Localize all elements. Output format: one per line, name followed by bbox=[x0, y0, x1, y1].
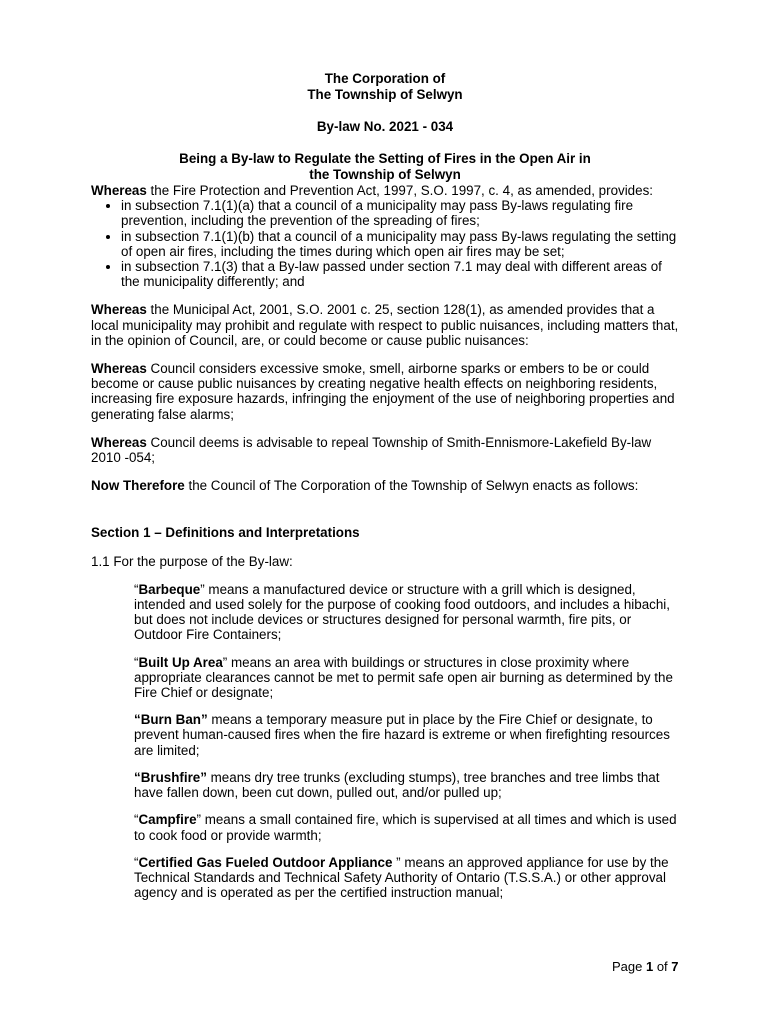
whereas-paragraph-4 bbox=[91, 435, 681, 465]
corporation-line-1: The Corporation of bbox=[324, 71, 446, 86]
page-word: Page bbox=[612, 959, 646, 974]
whereas-text: the Municipal Act, 2001, S.O. 2001 c. 25, section 128(1), as amended provides that a local municipality may prohibit and regulate with respect to public nuisances, including matters that, in the opinion of Council, are, or could become or cause public nuisances: bbox=[91, 302, 679, 348]
definition-brushfire bbox=[134, 770, 681, 800]
whereas-lead: Whereas bbox=[91, 302, 147, 318]
section-intro: 1.1 For the purpose of the By-law: bbox=[91, 553, 293, 569]
page-number bbox=[612, 959, 679, 974]
definition-open-quote: “ bbox=[134, 581, 139, 597]
whereas-text: Council considers excessive smoke, smell, airborne sparks or embers to be or could become or cause public nuisances by creating negative health effects on neighboring residents, increasing fire exposure hazards, infringing the enjoyment of the use of neighboring properties and generating false alarms; bbox=[91, 361, 675, 422]
definition-open-quote: “ bbox=[134, 812, 139, 828]
definition-burn-ban bbox=[134, 712, 681, 758]
definition-text: means a temporary measure put in place by the Fire Chief or designate, to prevent human-caused fires when the fire hazard is extreme or when firefighting resources are limited; bbox=[134, 712, 670, 758]
definition-text: ” means a manufactured device or structure with a grill which is designed, intended and used solely for the purpose of cooking food outdoors, and includes a hibachi, but does not include devices or structures designed for personal warmth, fire pits, or Outdoor Fire Containers; bbox=[134, 581, 670, 643]
now-therefore-lead: Now Therefore bbox=[91, 478, 185, 494]
definition-term: Barbeque bbox=[138, 581, 201, 597]
definition-text: means dry tree trunks (excluding stumps), tree branches and tree limbs that have fallen down, been cut down, pulled out, and/or pulled up; bbox=[134, 769, 660, 801]
whereas-lead: Whereas bbox=[91, 434, 147, 450]
definition-barbeque bbox=[134, 582, 681, 643]
whereas-text: the Fire Protection and Prevention Act, 1997, S.O. 1997, c. 4, as amended, provides: bbox=[146, 183, 653, 198]
definition-term: Certified Gas Fueled Outdoor Appliance bbox=[138, 854, 393, 870]
list-item: • in subsection 7.1(1)(b) that a council of a municipality may pass By-laws regulating the setting of open air fires, including the times during which open air fires may be set; bbox=[121, 229, 681, 259]
document-header bbox=[0, 71, 770, 199]
whereas-bullet-list bbox=[91, 198, 681, 289]
definition-text: ” means an approved appliance for use by the Technical Standards and Technical Safety Authority of Ontario (T.S.S.A.) or other approval agency and is operated as per the certified instruction manual; bbox=[134, 854, 669, 901]
definition-text: ” means a small contained fire, which is supervised at all times and which is used to cook food or provide warmth; bbox=[134, 812, 677, 843]
corporation-block bbox=[0, 71, 770, 103]
whereas-lead: Whereas bbox=[91, 361, 147, 377]
list-item: • in subsection 7.1(3) that a By-law passed under section 7.1 may deal with different areas of the municipality differently; and bbox=[121, 259, 681, 289]
now-therefore-paragraph bbox=[91, 478, 681, 493]
definition-term: Campfire bbox=[138, 812, 197, 828]
now-therefore-text: the Council of The Corporation of the Township of Selwyn enacts as follows: bbox=[184, 478, 639, 494]
document-body bbox=[91, 183, 681, 912]
whereas-paragraph-1 bbox=[91, 183, 681, 198]
definition-campfire bbox=[134, 812, 681, 842]
definition-text: ” means an area with buildings or structures in close proximity where appropriate clearances cannot be met to permit safe open air burning as determined by the Fire Chief or designate; bbox=[134, 654, 673, 701]
whereas-text: Council deems is advisable to repeal Township of Smith-Ennismore-Lakefield By-law 2010 -054; bbox=[91, 434, 652, 466]
definition-term: “Burn Ban” bbox=[134, 712, 208, 728]
definition-built-up-area bbox=[134, 655, 681, 701]
total-pages: 7 bbox=[671, 959, 679, 974]
of-word: of bbox=[653, 959, 672, 974]
whereas-paragraph-2 bbox=[91, 302, 681, 348]
list-item: • in subsection 7.1(1)(a) that a council of a municipality may pass By-laws regulating fire prevention, including the prevention of the spreading of fires; bbox=[121, 198, 681, 228]
bylaw-title-line-1: Being a By-law to Regulate the Setting of Fires in the Open Air in bbox=[179, 151, 591, 166]
section-heading: Section 1 – Definitions and Interpretations bbox=[91, 525, 360, 541]
corporation-line-2: The Township of Selwyn bbox=[307, 87, 463, 102]
bylaw-title bbox=[0, 151, 770, 183]
current-page: 1 bbox=[645, 959, 654, 974]
bylaw-title-line-2: the Township of Selwyn bbox=[309, 167, 461, 182]
bylaw-number: By-law No. 2021 - 034 bbox=[316, 119, 454, 134]
definition-term: “Brushfire” bbox=[134, 769, 207, 785]
definition-certified-gas-appliance bbox=[134, 855, 681, 901]
definition-open-quote: “ bbox=[134, 654, 139, 670]
definition-term: Built Up Area bbox=[138, 654, 223, 670]
whereas-lead: Whereas bbox=[91, 183, 147, 198]
definition-open-quote: “ bbox=[134, 854, 139, 870]
whereas-paragraph-3 bbox=[91, 361, 681, 422]
